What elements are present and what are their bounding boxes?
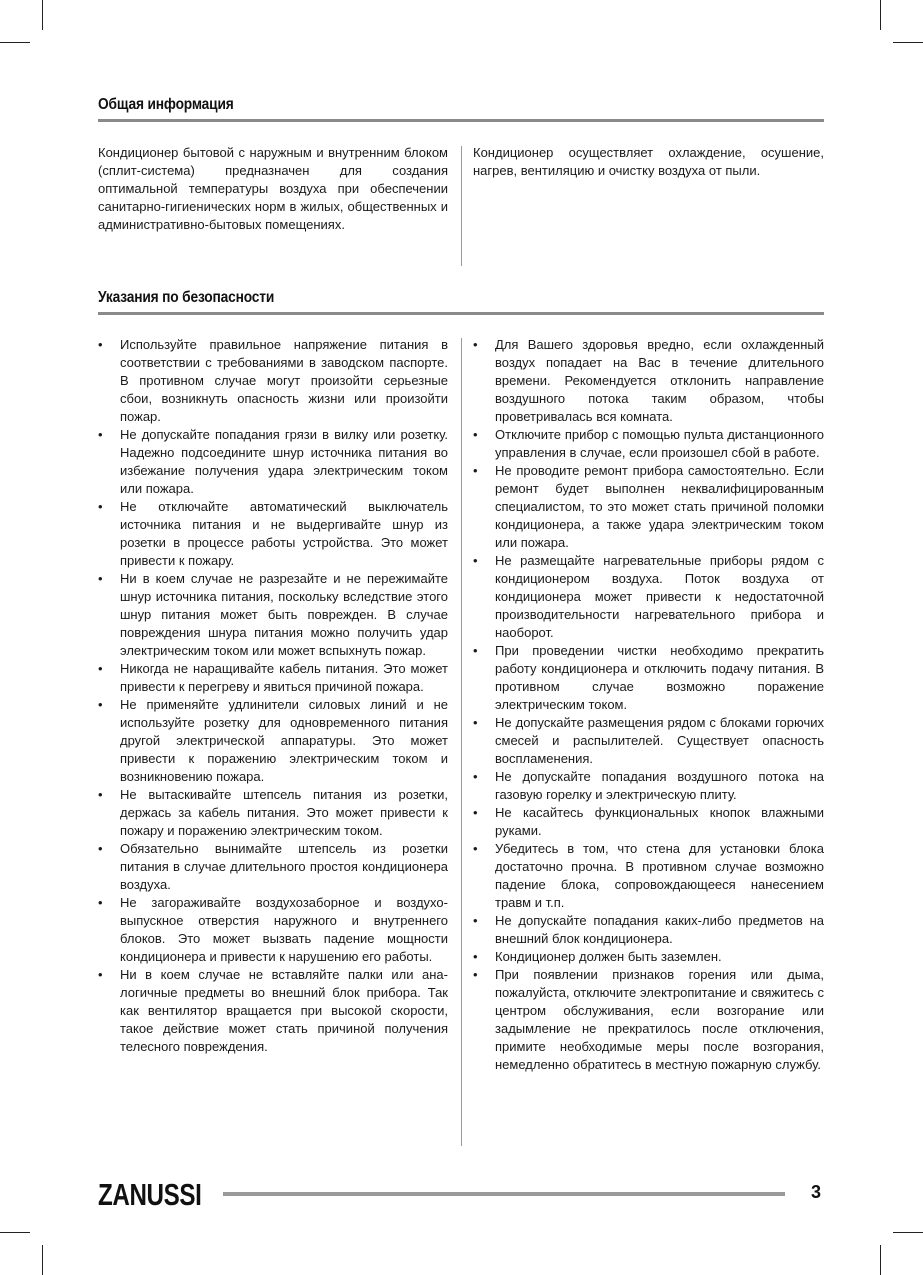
safety-rule [98, 312, 824, 315]
list-item: • Кондиционер должен быть заземлен. [473, 948, 824, 966]
column-divider [461, 146, 462, 266]
list-item: • Для Вашего здоровья вредно, если охлажденный воздух попадает на Вас в течение длительного времени. Рекомендуется отклонить направление воздушного потока таким образом, чтобы проветривалась вся комната. [473, 336, 824, 426]
list-item: • Не применяйте удлинители силовых линий и не используйте розетку для одновременного питания другой электрической аппаратуры. Это может привести к поражению электрическим током и возникновению пожара. [98, 696, 448, 786]
safety-left-column [98, 336, 448, 1056]
safety-right-list [473, 336, 824, 1074]
brand-logo: ZANUSSI [98, 1177, 202, 1212]
list-item: • Никогда не наращивайте кабель питания. Это может привести к перегреву и явиться причиной пожара. [98, 660, 448, 696]
safety-right-column [473, 336, 824, 1074]
crop-mark [0, 42, 30, 43]
list-item: • Не допускайте попадания каких-либо предметов на внешний блок кондиционера. [473, 912, 824, 948]
general-info-left-text: Кондиционер бытовой с наружным и внутренним блоком (сплит-система) предназначен для создания оптимальной температуры воздуха при обеспечении санитарно-гигиенических норм в жилых, общественных и административно-бытовых помещениях. [98, 145, 448, 232]
list-item: • Не вытаскивайте штепсель питания из розетки, держась за кабель питания. Это может привести к пожару и поражению электрическим током. [98, 786, 448, 840]
crop-mark [0, 1232, 30, 1233]
safety-title: Указания по безопасности [98, 289, 275, 306]
list-item: • Не допускайте размещения рядом с блоками горючих смесей и распылителей. Существует опасность воспламенения. [473, 714, 824, 768]
list-item: • Не допускайте попадания воздушного потока на газовую горелку и электрическую плиту. [473, 768, 824, 804]
list-item: • Не загораживайте воздухозаборное и воздуховыпускное отверстия наружного и внутреннего блоков. Это может вызвать падение мощности кондиционера и привести к нарушению его работы. [98, 894, 448, 966]
crop-mark [880, 0, 881, 30]
list-item: • Не проводите ремонт прибора самостоятельно. Если ремонт будет выполнен неквалифицированным специалистом, то это может стать причиной поломки кондиционера, а также удара электрическим током или пожара. [473, 462, 824, 552]
general-info-right-column [473, 144, 824, 180]
list-item: • Используйте правильное напряжение питания в соответствии с требованиями в заводском паспорте. В противном случае могут произойти серьезные сбои, возникнуть опасность жизни или произойти пожар. [98, 336, 448, 426]
list-item: • Не размещайте нагревательные приборы рядом с кондиционером воздуха. Поток воздуха от кондиционера может привести к недостаточной производительности нагревательного прибора и наоборот. [473, 552, 824, 642]
general-info-rule [98, 119, 824, 122]
list-item: • Ни в коем случае не разрезайте и не пережимайте шнур источника питания, поскольку вследствие этого шнур питания может быть поврежден. В случае повреждения шнура питания можно получить удар электрическим током или может вспыхнуть пожар. [98, 570, 448, 660]
list-item: • Убедитесь в том, что стена для установки блока достаточно прочна. В противном случае возможно падение блока, сопровождающееся нанесением травм и т.п. [473, 840, 824, 912]
list-item: • Не допускайте попадания грязи в вилку или розетку. Надежно подсоедините шнур источника питания во избежание получения удара электрическим током или пожара. [98, 426, 448, 498]
general-info-right-text: Кондиционер осуществляет охлаждение, осушение, нагрев, вентиляцию и очистку воздуха от пыли. [473, 145, 824, 178]
crop-mark [42, 0, 43, 30]
page-number: 3 [811, 1182, 822, 1202]
crop-mark [893, 42, 923, 43]
list-item: • Не касайтесь функциональных кнопок влажными руками. [473, 804, 824, 840]
list-item: • Не отключайте автоматический выключатель источника питания и не выдергивайте шнур из розетки в процессе работы устройства. Это может привести к пожару. [98, 498, 448, 570]
list-item: • При проведении чистки необходимо прекратить работу кондиционера и отключить подачу питания. В противном случае возможно поражение электрическим током. [473, 642, 824, 714]
crop-mark [42, 1245, 43, 1275]
crop-mark [880, 1245, 881, 1275]
list-item: • Обязательно вынимайте штепсель из розетки питания в случае длительного простоя кондиционера воздуха. [98, 840, 448, 894]
list-item: • При появлении признаков горения или дыма, пожалуйста, отключите электропитание и свяжитесь с центром обслуживания, если возгорание или задымление не прекратилось после отключения, примите необходимые меры после возгорания, немедленно обратитесь в местную пожарную службу. [473, 966, 824, 1074]
crop-mark [893, 1232, 923, 1233]
general-info-left-column [98, 144, 448, 234]
general-info-title: Общая информация [98, 96, 234, 113]
footer-rule [223, 1192, 785, 1196]
column-divider [461, 338, 462, 1146]
safety-left-list [98, 336, 448, 1056]
list-item: • Отключите прибор с помощью пульта дистанционного управления в случае, если произошел сбой в работе. [473, 426, 824, 462]
list-item: • Ни в коем случае не вставляйте палки или аналогичные предметы во внешний блок прибора. Так как вентилятор вращается при высокой скорости, такое действие может стать причиной получения телесного повреждения. [98, 966, 448, 1056]
